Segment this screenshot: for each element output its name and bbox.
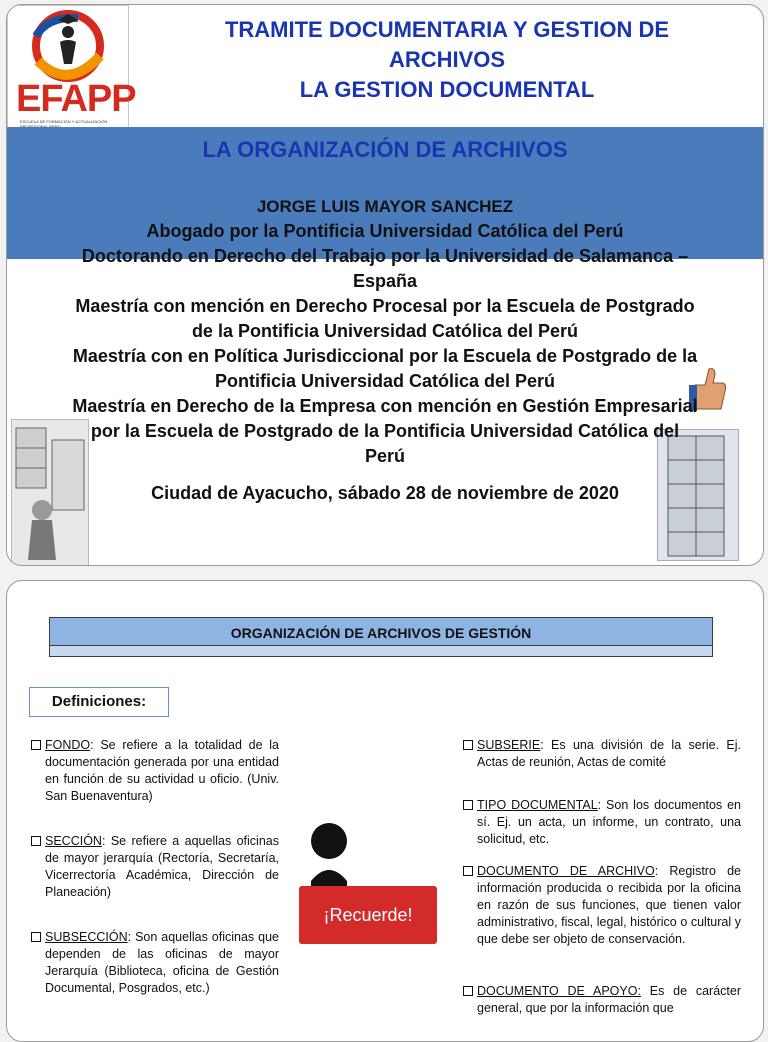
banner-title: LA ORGANIZACIÓN DE ARCHIVOS [202,137,568,162]
bio-line: de la Pontificia Universidad Católica del Perú [191,321,579,341]
bio-line: Maestría en Derecho de la Empresa con mención en Gestión Empresarial [72,396,698,416]
definition-term: FONDO [45,738,91,752]
checkbox-bullet-icon [463,740,473,750]
definition-term: SUBSECCIÓN [45,930,128,944]
definition-term: TIPO DOCUMENTAL [477,798,598,812]
efapp-logo [7,5,136,132]
title-line: TRAMITE DOCUMENTARIA Y GESTION DE [224,17,670,42]
definition-text: Es de carácter general, que por la información que [477,984,741,1015]
section-header-title: ORGANIZACIÓN DE ARCHIVOS DE GESTIÓN [230,625,532,641]
title-line: ARCHIVOS [388,47,506,72]
definition-item [477,737,741,771]
header-strip [50,645,712,656]
definition-term: DOCUMENTO DE ARCHIVO [477,864,655,878]
definition-text: : Se refiere a aquellas oficinas de mayor jerarquía (Rectoría, Secretaría, Vicerrectoría Académica, Dirección de Planeación) [45,834,279,899]
definitions-label: Definiciones: [29,687,169,717]
bio-line: Doctorando en Derecho del Trabajo por la Universidad de Salamanca – [81,246,689,266]
definitions-slide [6,580,764,1042]
definition-term: SUBSERIE [477,738,541,752]
bio-line: Maestría con en Política Jurisdiccional por la Escuela de Postgrado de la [72,346,698,366]
logo-subtitle: ESCUELA DE FORMACIÓN Y ACTUALIZACIÓN [20,119,108,124]
logo-text: EFAPP [16,78,136,120]
bio-line: por la Escuela de Postgrado de la Pontificia Universidad Católica del [90,421,680,441]
definition-item [45,929,279,997]
logo-emblem-icon [8,6,128,86]
definition-term: DOCUMENTO DE APOYO: [477,984,641,998]
title-slide [6,4,764,566]
definition-text: : Son aquellas oficinas que dependen de las oficinas de mayor Jerarquía (Biblioteca, oficina de Gestión Documental, Posgrados, etc.) [45,930,279,995]
definition-item [477,797,741,848]
definition-item [45,833,279,901]
author-name: JORGE LUIS MAYOR SANCHEZ [256,197,514,216]
definition-term: SECCIÓN [45,834,102,848]
definition-text: : Registro de información producida o recibida por la oficina en razón de sus funciones, que tienen valor administrativo, fiscal, legal, histórico o cultural y que debe ser objeto de conservación. [477,864,741,946]
definition-item [477,863,741,948]
checkbox-bullet-icon [31,932,41,942]
definition-text: : Son los documentos en sí. Ej. un acta, un informe, un contrato, una solicitud, etc. [477,798,741,846]
checkbox-bullet-icon [31,740,41,750]
bio-line: Perú [364,446,406,466]
definition-item [45,737,279,805]
section-header [49,617,713,657]
checkbox-bullet-icon [463,986,473,996]
bio-line: Pontificia Universidad Católica del Perú [214,371,556,391]
checkbox-bullet-icon [31,836,41,846]
definition-text: : Es una división de la serie. Ej. Actas de reunión, Actas de comité [477,738,741,769]
author-bio [7,195,763,506]
slide-title [147,15,747,105]
definition-item [477,983,741,1017]
checkbox-bullet-icon [463,866,473,876]
title-line: LA GESTION DOCUMENTAL [299,77,595,102]
bio-line: Abogado por la Pontificia Universidad Católica del Perú [146,221,624,241]
definition-text: : Se refiere a la totalidad de la documentación generada por una entidad en función de su actividad u oficio. (Univ. San Buenaventura) [45,738,279,803]
place-date: Ciudad de Ayacucho, sábado 28 de noviembre de 2020 [151,483,619,503]
recuerde-sign: ¡Recuerde! [299,886,437,944]
bio-line: España [352,271,418,291]
bio-line: Maestría con mención en Derecho Procesal por la Escuela de Postgrado [75,296,695,316]
checkbox-bullet-icon [463,800,473,810]
